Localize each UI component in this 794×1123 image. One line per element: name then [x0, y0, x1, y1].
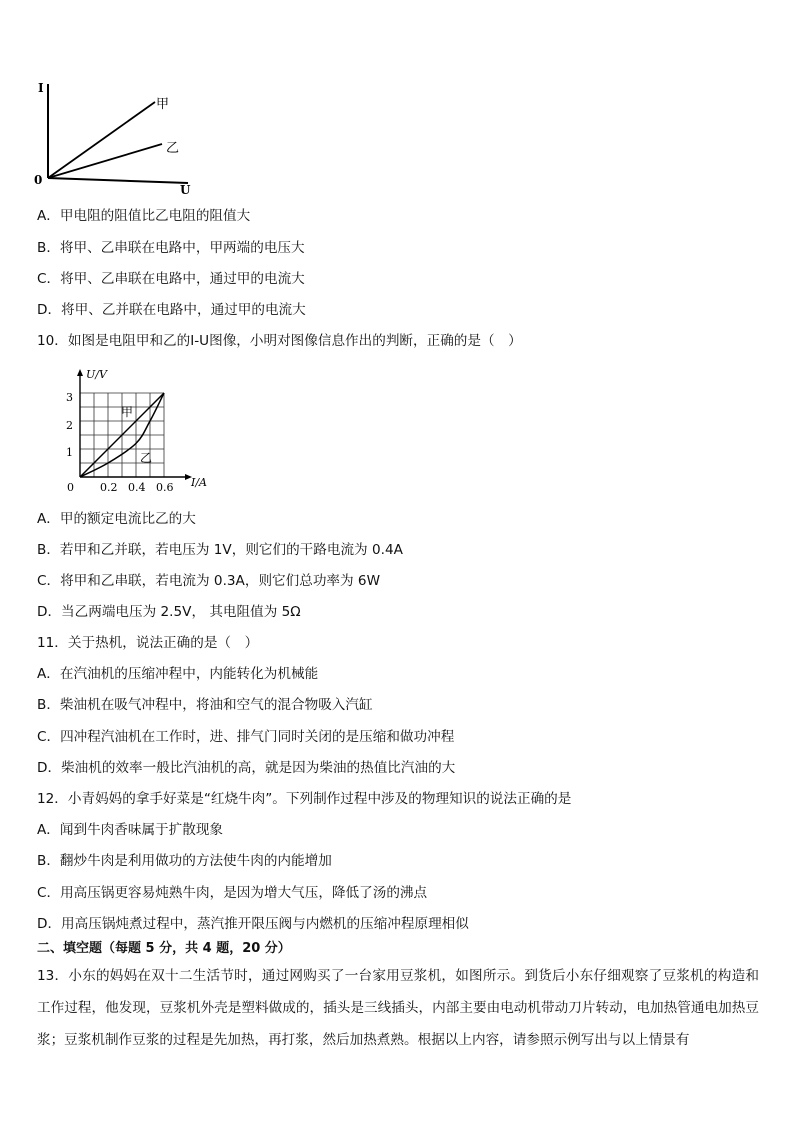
- q10-option-b: B．若甲和乙并联，若电压为 1V，则它们的干路电流为 0.4A: [37, 542, 403, 558]
- fig1-origin-label: 0: [34, 173, 43, 187]
- figure-iu-lines: [30, 78, 230, 198]
- q9-option-a: A．甲电阻的阻值比乙电阻的阻值大: [37, 208, 251, 224]
- q10-option-d: D．当乙两端电压为 2.5V， 其电阻值为 5Ω: [37, 604, 301, 620]
- chart-x-label: I/A: [191, 476, 207, 489]
- q12-option-d: D．用高压锅炖煮过程中，蒸汽推开限压阀与内燃机的压缩冲程原理相似: [37, 916, 469, 932]
- q11-option-a: A．在汽油机的压缩冲程中，内能转化为机械能: [37, 666, 319, 682]
- q10-option-a: A．甲的额定电流比乙的大: [37, 511, 196, 527]
- chart-y-tick-3: 3: [66, 391, 73, 404]
- q12-stem: 12．小青妈妈的拿手好菜是“红烧牛肉”。下列制作过程中涉及的物理知识的说法正确的是: [37, 791, 572, 807]
- q9-option-d: D．将甲、乙并联在电路中，通过甲的电流大: [37, 302, 306, 318]
- fig1-line-jia: [48, 102, 155, 178]
- q9-option-c: C．将甲、乙串联在电路中，通过甲的电流大: [37, 271, 305, 287]
- q12-option-b: B．翻炒牛肉是利用做功的方法使牛肉的内能增加: [37, 853, 332, 869]
- figure-ui-chart: [60, 365, 220, 495]
- chart-series-label-jia: 甲: [121, 405, 134, 419]
- q12-option-c: C．用高压锅更容易炖熟牛肉，是因为增大气压，降低了汤的沸点: [37, 885, 428, 901]
- fig1-label-yi: 乙: [166, 141, 180, 156]
- q12-option-a: A．闻到牛肉香味属于扩散现象: [37, 822, 224, 838]
- fig1-line-yi: [48, 144, 162, 178]
- chart-x-tick-3: 0.6: [156, 481, 174, 494]
- fig1-x-label: U: [180, 183, 191, 197]
- chart-origin-label: 0: [67, 481, 74, 494]
- q11-option-b: B．柴油机在吸气冲程中，将油和空气的混合物吸入汽缸: [37, 697, 373, 713]
- chart-y-tick-1: 1: [66, 446, 73, 459]
- chart-y-label: U/V: [86, 368, 107, 381]
- chart-y-tick-2: 2: [66, 419, 73, 432]
- q11-option-d: D．柴油机的效率一般比汽油机的高，就是因为柴油的热值比汽油的大: [37, 760, 456, 776]
- chart-x-tick-1: 0.2: [100, 481, 118, 494]
- q13-text: 13．小东的妈妈在双十二生活节时，通过网购买了一台家用豆浆机，如图所示。到货后小东仔细观察了豆浆机的构造和工作过程，他发现，豆浆机外壳是塑料做成的，插头是三线插头，内部主要由电动机带动刀片转动，电加热管通电加热豆浆；豆浆机制作豆浆的过程是先加热，再打浆，然后加热煮熟。根据以上内容，请参照示例写出与以上情景有: [37, 968, 759, 1048]
- q11-stem: 11．关于热机，说法正确的是（ ）: [37, 635, 259, 651]
- q10-stem: 10．如图是电阻甲和乙的I-U图像，小明对图像信息作出的判断，正确的是（ ）: [37, 333, 522, 349]
- q10-option-c: C．将甲和乙串联，若电流为 0.3A，则它们总功率为 6W: [37, 573, 381, 589]
- chart-x-tick-2: 0.4: [128, 481, 146, 494]
- q11-option-c: C．四冲程汽油机在工作时，进、排气门同时关闭的是压缩和做功冲程: [37, 729, 455, 745]
- chart-series-label-yi: 乙: [140, 451, 153, 465]
- fig1-y-label: I: [38, 81, 44, 95]
- q9-option-b: B．将甲、乙串联在电路中，甲两端的电压大: [37, 240, 305, 256]
- section-heading: 二、填空题（每题 5 分，共 4 题，20 分）: [37, 941, 291, 956]
- fig1-x-axis: [48, 178, 188, 183]
- chart-y-arrow: [77, 369, 83, 376]
- fig1-label-jia: 甲: [156, 97, 170, 112]
